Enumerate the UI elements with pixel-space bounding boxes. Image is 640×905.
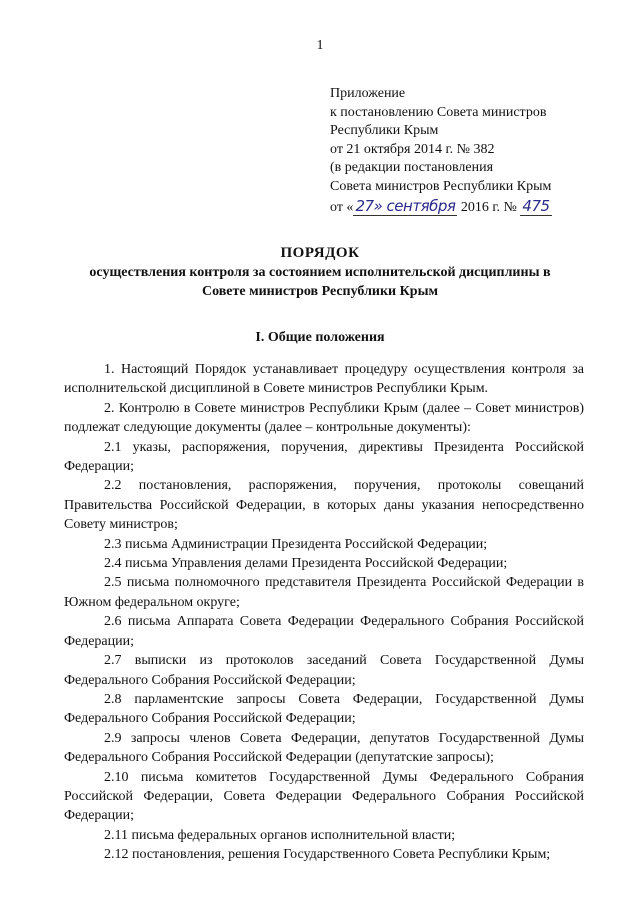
- appendix-line: Республики Крым: [330, 123, 439, 139]
- paragraph-2-11: 2.11 письма федеральных органов исполнительной власти;: [104, 827, 456, 843]
- paragraph-2-9: 2.9 запросы членов Совета Федерации, депутатов Государственной Думы Федерального Собрания Российской Федерации (депутатские запросы);: [64, 730, 584, 766]
- document-title: [50, 243, 590, 301]
- paragraph-2-6: 2.6 письма Аппарата Совета Федерации Федерального Собрания Российской Федерации;: [64, 614, 584, 649]
- title-main: ПОРЯДОК: [280, 245, 360, 261]
- appendix-line: Приложение: [330, 86, 406, 101]
- appendix-date-prefix: от «: [330, 199, 354, 215]
- handwritten-number: 475: [522, 196, 550, 215]
- section-heading: I. Общие положения: [255, 330, 385, 345]
- appendix-line: к постановлению Совета министров: [330, 104, 547, 120]
- paragraph-2-3: 2.3 письма Администрации Президента Российской Федерации;: [104, 536, 488, 552]
- paragraph-2-10: 2.10 письма комитетов Государственной Думы Федерального Собрания Российской Федерации, Совета Федерации Федерального Собрания Российской Федерации;: [64, 769, 584, 824]
- title-line-2: Совете министров Республики Крым: [201, 284, 439, 299]
- handwritten-date: 27» сентября: [355, 196, 456, 215]
- paragraph-2: 2. Контролю в Совете министров Республики Крым (далее – Совет министров) подлежат следующие документы (далее – контрольные документы):: [64, 400, 584, 436]
- appendix-block: [330, 85, 630, 217]
- page-number: 1: [316, 38, 324, 53]
- paragraph-2-5: 2.5 письма полномочного представителя Президента Российской Федерации в Южном федеральном округе;: [64, 575, 584, 610]
- appendix-year: 2016 г. №: [460, 199, 517, 215]
- paragraph-2-8: 2.8 парламентские запросы Совета Федерации, Государственной Думы Федерального Собрания Российской Федерации;: [64, 691, 584, 727]
- appendix-line: Совета министров Республики Крым: [330, 178, 552, 194]
- paragraph-1: 1. Настоящий Порядок устанавливает процедуру осуществления контроля за исполнительской дисциплиной в Совете министров Республики Крым.: [64, 362, 584, 397]
- paragraph-2-2: 2.2 постановления, распоряжения, поручения, протоколы совещаний Правительства Российской Федерации, в которых даны указания непосредственно Совету министров;: [64, 478, 584, 533]
- paragraph-2-1: 2.1 указы, распоряжения, поручения, директивы Президента Российской Федерации;: [64, 439, 584, 475]
- title-line-1: осуществления контроля за состоянием исполнительской дисциплины в: [89, 265, 551, 280]
- appendix-line: (в редакции постановления: [330, 160, 494, 176]
- appendix-last-line: [330, 197, 630, 218]
- paragraph-2-4: 2.4 письма Управления делами Президента Российской Федерации;: [104, 556, 508, 572]
- paragraph-2-12: 2.12 постановления, решения Государственного Совета Республики Крым;: [104, 847, 551, 863]
- paragraph-2-7: 2.7 выписки из протоколов заседаний Совета Государственной Думы Федерального Собрания Российской Федерации;: [64, 653, 584, 688]
- margin-stamp: [624, 820, 634, 860]
- appendix-line: от 21 октября 2014 г. № 382: [330, 141, 495, 157]
- body-text: [64, 360, 584, 865]
